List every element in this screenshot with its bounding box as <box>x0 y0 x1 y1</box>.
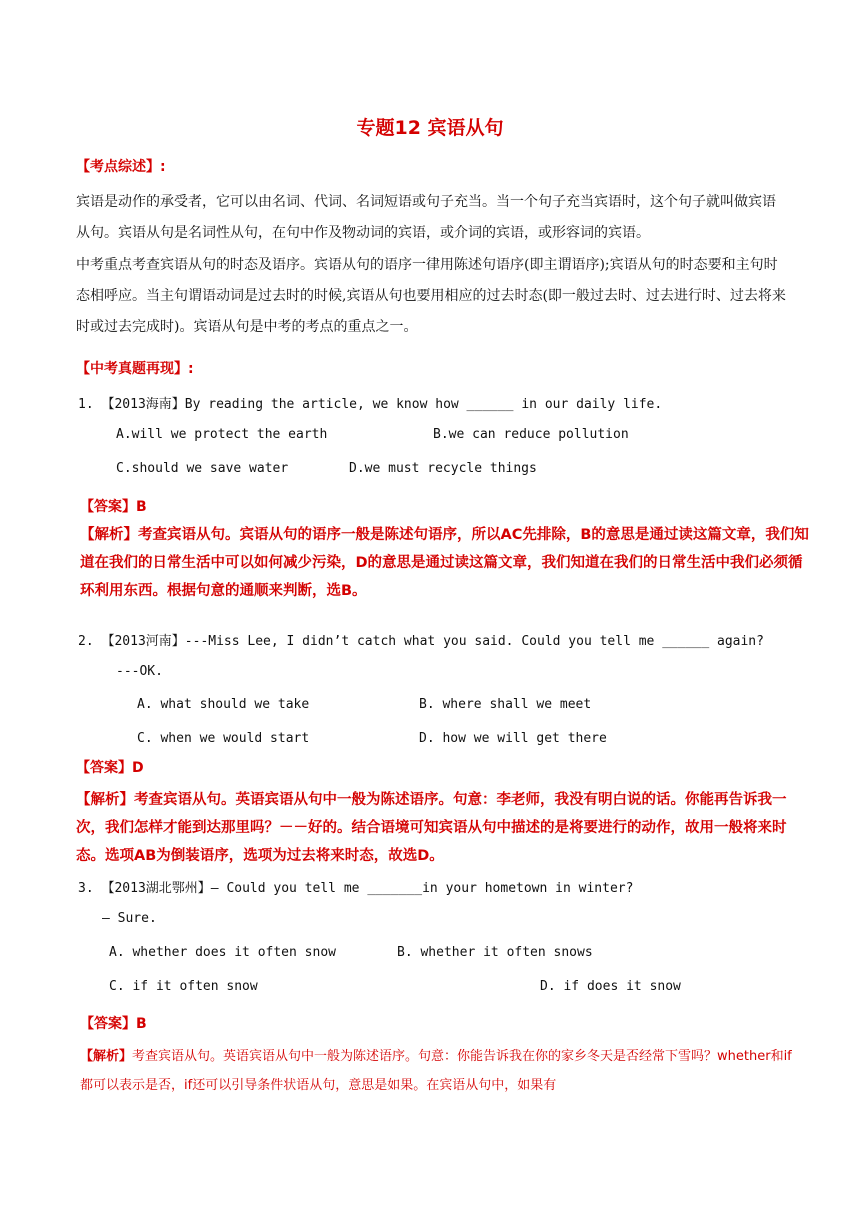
question-2-stem: 2. 【2013河南】---Miss Lee, I didn’t catch what you said. Could you tell me ______ again? <box>78 634 764 649</box>
question-1-option-b: B.we can reduce pollution <box>433 427 629 442</box>
question-2-option-d: D. how we will get there <box>419 731 607 746</box>
question-2-explanation-tag: 【解析】 <box>76 792 134 808</box>
overview-paragraph-2: 中考重点考查宾语从句的时态及语序。宾语从句的语序一律用陈述句语序(即主谓语序);宾语从句的时态要和主句时态相呼应。当主句谓语动词是过去时的时候,宾语从句也要用相应的过去时态(即一般过去时、过去进行时、过去将来时或过去完成时)。宾语从句是中考的考点的重点之一。 <box>76 257 786 335</box>
question-3-option-b: B. whether it often snows <box>397 945 593 960</box>
question-2-option-b: B. where shall we meet <box>419 697 592 712</box>
question-3-explanation-text: 考查宾语从句。英语宾语从句中一般为陈述语序。句意：你能告诉我在你的家乡冬天是否经常下雪吗？whether和if都可以表示是否，if还可以引导条件状语从句，意思是如果。在宾语从句中，如果有 <box>80 1049 792 1093</box>
question-1-answer: 【答案】B <box>80 499 147 515</box>
question-3-option-d: D. if does it snow <box>540 979 681 994</box>
question-2-option-a: A. what should we take <box>137 697 310 712</box>
overview-heading: 【考点综述】: <box>76 159 166 175</box>
question-2-explanation <box>76 786 806 870</box>
question-3-stem: 3. 【2013湖北鄂州】— Could you tell me _______in your hometown in winter? <box>78 881 634 896</box>
question-2-option-c: C. when we would start <box>137 731 310 746</box>
question-1-option-d: D.we must recycle things <box>349 461 537 476</box>
question-1-option-c: C.should we save water <box>116 461 289 476</box>
question-3-reply: — Sure. <box>102 911 157 926</box>
question-3-explanation-tag: 【解析】 <box>80 1049 133 1064</box>
question-1-explanation-text: 考查宾语从句。宾语从句的语序一般是陈述句语序，所以AC先排除，B的意思是通过读这篇文章，我们知道在我们的日常生活中可以如何减少污染，D的意思是通过读这篇文章，我们知道在我们的日常生活中我们必须循环利用东西。根据句意的通顺来判断，选B。 <box>80 527 809 599</box>
page-title: 专题12 宾语从句 <box>356 117 504 139</box>
overview-paragraph-1: 宾语是动作的承受者，它可以由名词、代词、名词短语或句子充当。当一个句子充当宾语时，这个句子就叫做宾语从句。宾语从句是名词性从句，在句中作及物动词的宾语，或介词的宾语，或形容词的宾语。 <box>76 194 776 241</box>
question-2-reply: ---OK. <box>116 664 163 679</box>
review-heading: 【中考真题再现】: <box>76 361 194 377</box>
question-3-explanation <box>80 1042 800 1100</box>
question-1-explanation-tag: 【解析】 <box>80 527 138 543</box>
question-2-explanation-text: 考查宾语从句。英语宾语从句中一般为陈述语序。句意：李老师，我没有明白说的话。你能再告诉我一次，我们怎样才能到达那里吗？－－好的。结合语境可知宾语从句中描述的是将要进行的动作，故用一般将来时态。选项AB为倒装语序，选项为过去将来时态，故选D。 <box>76 792 787 864</box>
question-3-answer: 【答案】B <box>80 1016 147 1032</box>
question-3-option-a: A. whether does it often snow <box>109 945 336 960</box>
question-3-option-c: C. if it often snow <box>109 979 258 994</box>
question-1-option-a: A.will we protect the earth <box>116 427 328 442</box>
question-1-explanation <box>80 521 810 605</box>
question-2-answer: 【答案】D <box>76 760 144 776</box>
question-1-stem: 1. 【2013海南】By reading the article, we know how ______ in our daily life. <box>78 397 663 412</box>
